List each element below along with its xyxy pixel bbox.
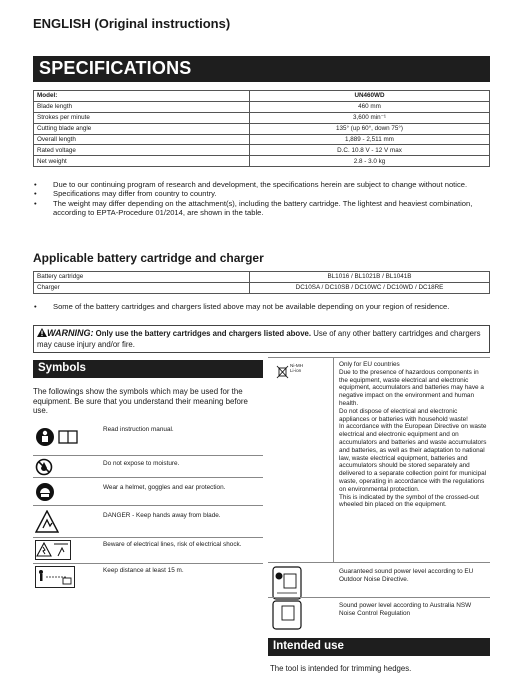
divider (268, 357, 490, 358)
spec-value: 460 mm (250, 101, 490, 112)
spec-label: Strokes per minute (34, 112, 250, 123)
helmet-icon (35, 482, 55, 502)
symbol-text: Do not expose to moisture. (103, 460, 180, 467)
symbol-text: Beware of electrical lines, risk of electrical shock. (103, 541, 242, 548)
weee-description: Only for EU countries Due to the presence of hazardous components in the equipment, waste electrical and electronic equipment, accumulators and batteries may have a negative impact on the environment and human health. Do not dispose of electrical and electronic appliances or batteries with household waste! In accordance with the European Directive on waste electrical and electronic equipment and on accumulators and batteries and waste accumulators and batteries, as well as their adaptation to national law, waste electrical equipment, batteries and accumulators should be stored separately and delivered to a separate collection point for municipal waste, operating in accordance with the regulations on environmental protection. This is indicated by the symbol of the crossed-out wheeled bin placed on the equipment. (339, 361, 487, 509)
warning-text: Use of any other battery cartridges and chargers may cause injury and/or fire. (37, 329, 481, 349)
battery-table (33, 271, 490, 294)
table-row (34, 101, 490, 112)
table-row (34, 145, 490, 156)
symbol-row (33, 456, 263, 478)
read-manual-icon (35, 426, 85, 448)
symbol-text: Keep distance at least 15 m. (103, 567, 184, 574)
spec-label: Overall length (34, 134, 250, 145)
spec-value: UN460WD (250, 91, 490, 102)
table-row (34, 156, 490, 167)
specifications-notes (33, 180, 493, 218)
weee-battery-label: Ni-MH Li-ion (290, 363, 304, 374)
divider (268, 562, 490, 563)
au-noise-symbol (272, 600, 306, 632)
eu-noise-text: Guaranteed sound power level according to EU Outdoor Noise Directive. (339, 568, 474, 583)
language-heading: ENGLISH (Original instructions) (33, 16, 231, 31)
electric-lines-icon (35, 540, 71, 560)
spec-note: • The weight may differ depending on the attachment(s), including the battery cartridge. The lightest and heaviest combination, according to EPTA-Procedure 01/2014, are shown in the table. (33, 199, 493, 218)
symbol-row (33, 564, 263, 592)
keep-distance-icon (35, 566, 75, 588)
warning-bold-text: Only use the battery cartridges and chargers listed above. (95, 329, 312, 338)
specifications-title: SPECIFICATIONS (33, 56, 490, 82)
intended-use-title: Intended use (268, 638, 490, 656)
symbol-row (33, 538, 263, 564)
symbols-title: Symbols (33, 360, 263, 378)
warning-box (33, 325, 490, 353)
au-noise-text: Sound power level according to Australia NSW Noise Control Regulation (339, 602, 472, 617)
table-row (34, 112, 490, 123)
spec-value: D.C. 10.8 V - 12 V max (250, 145, 490, 156)
spec-label: Cutting blade angle (34, 123, 250, 134)
symbol-text: Read instruction manual. (103, 426, 174, 433)
spec-label: Blade length (34, 101, 250, 112)
charger-row-label: Charger (34, 282, 250, 293)
spec-note: • Due to our continuing program of research and development, the specifications herein are subject to change without notice. (33, 180, 493, 189)
sound-power-eu-icon (272, 566, 302, 600)
table-row (34, 282, 490, 293)
intended-use-text: The tool is intended for trimming hedges. (270, 664, 412, 673)
weee-symbol (290, 363, 330, 373)
battery-notes (33, 302, 493, 311)
warning-label: WARNING: (47, 328, 94, 338)
table-row (34, 272, 490, 283)
warning-triangle-icon (37, 328, 47, 340)
symbol-text: DANGER - Keep hands away from blade. (103, 512, 221, 519)
table-row (34, 134, 490, 145)
divider (333, 357, 334, 562)
battery-row-value: BL1016 / BL1021B / BL1041B (250, 272, 490, 283)
crossed-bin-icon (276, 365, 290, 379)
battery-row-label: Battery cartridge (34, 272, 250, 283)
spec-label: Rated voltage (34, 145, 250, 156)
spec-label: Net weight (34, 156, 250, 167)
battery-section-title: Applicable battery cartridge and charger (33, 251, 264, 265)
danger-hands-icon (35, 510, 59, 534)
spec-value: 2.8 - 3.0 kg (250, 156, 490, 167)
symbol-row (33, 422, 263, 456)
symbol-row (33, 506, 263, 538)
battery-note: • Some of the battery cartridges and chargers listed above may not be available depending on your region of residence. (33, 302, 493, 311)
spec-note: • Specifications may differ from country to country. (33, 189, 493, 198)
spec-value: 135° (up 60°, down 75°) (250, 123, 490, 134)
symbol-row (33, 478, 263, 506)
symbols-intro: The followings show the symbols which may be used for the equipment. Be sure that you understand their meaning before use. (33, 387, 248, 416)
spec-value: 3,600 min⁻¹ (250, 112, 490, 123)
spec-label: Model: (34, 91, 250, 102)
table-row (34, 123, 490, 134)
sound-power-au-icon (272, 600, 302, 630)
table-row (34, 91, 490, 102)
symbol-text: Wear a helmet, goggles and ear protection. (103, 484, 226, 491)
no-moisture-icon (35, 458, 55, 476)
charger-row-value: DC10SA / DC10SB / DC10WC / DC10WD / DC18RE (250, 282, 490, 293)
spec-value: 1,889 - 2,511 mm (250, 134, 490, 145)
specifications-table (33, 90, 490, 167)
divider (268, 597, 490, 598)
